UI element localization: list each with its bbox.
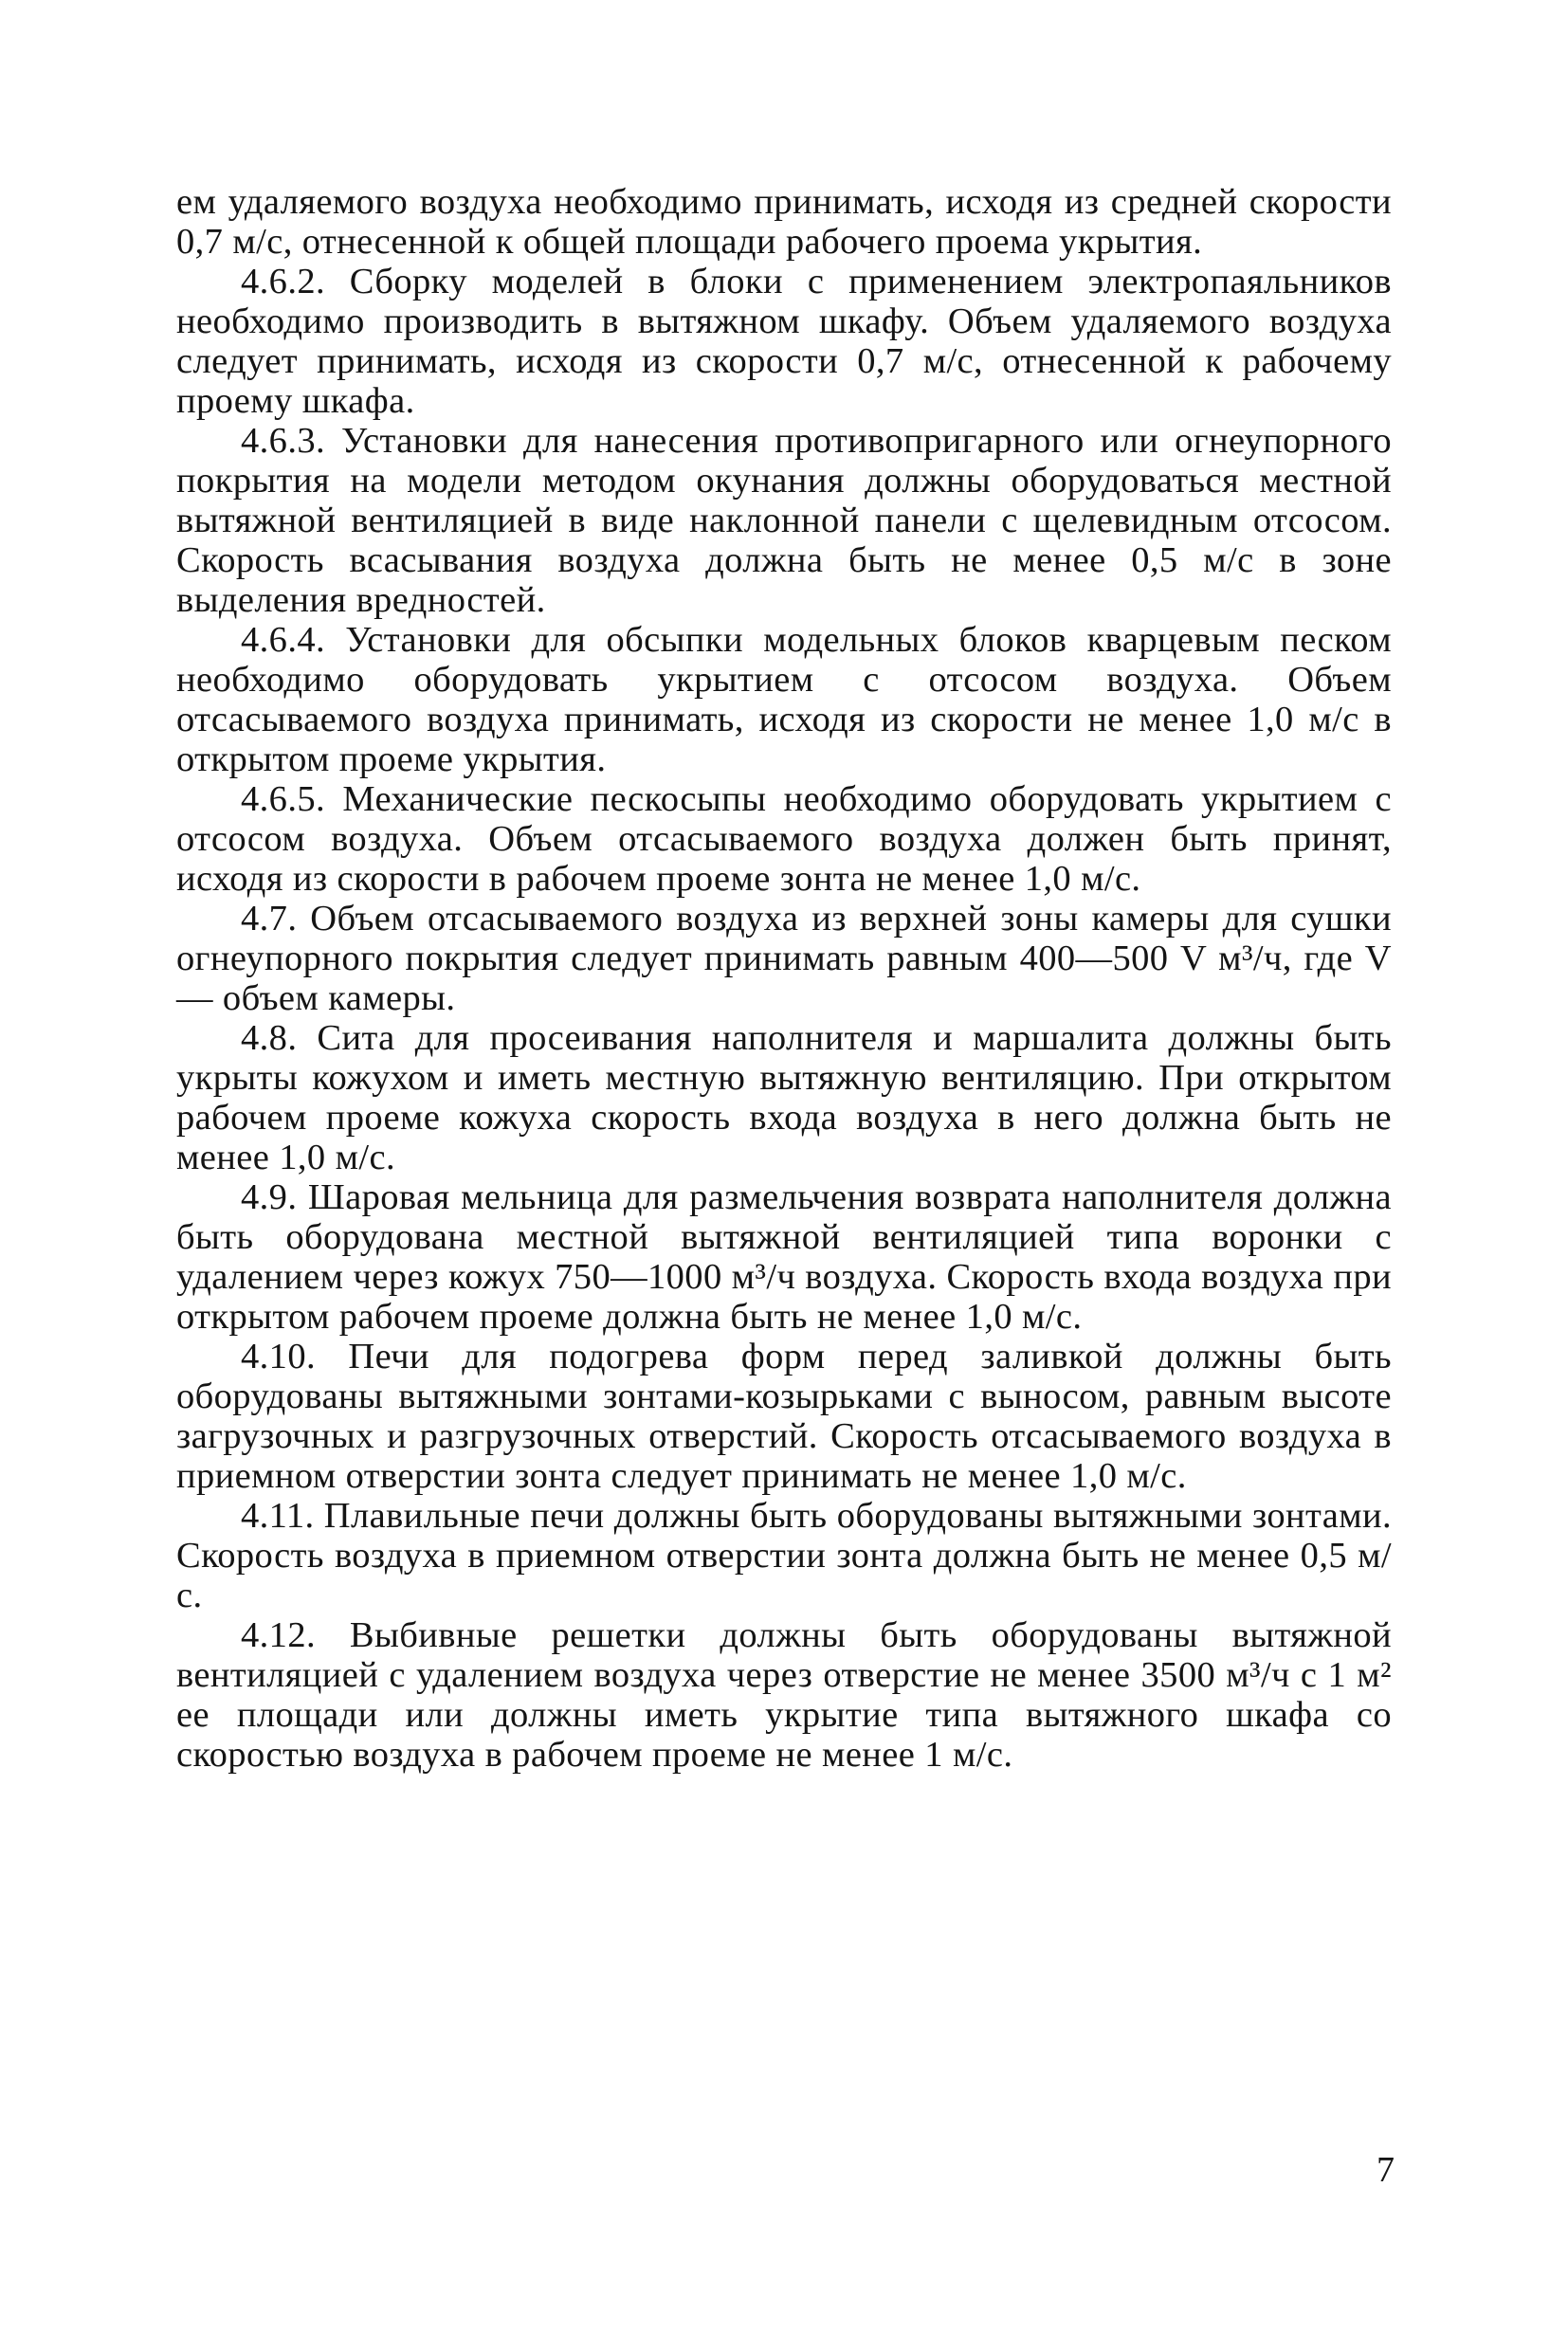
paragraph-4-6-4: 4.6.4. Установки для обсыпки модельных блоков кварцевым песком необходимо оборудовать укрытием с отсосом воздуха. Объем отсасываемого воздуха принимать, исходя из скорости не менее 1,0 м/с в открытом проеме укрытия. (176, 620, 1392, 779)
page-number: 7 (1377, 2150, 1395, 2190)
paragraph-4-6-2: 4.6.2. Сборку моделей в блоки с применением электропаяльников необходимо производить в вытяжном шкафу. Объем удаляемого воздуха следует принимать, исходя из скорости 0,7 м/с, отнесенной к рабочему проему шкафа. (176, 262, 1392, 421)
paragraph-continuation: ем удаляемого воздуха необходимо принимать, исходя из средней скорости 0,7 м/с, отнесенной к общей площади рабочего проема укрытия. (176, 182, 1392, 262)
paragraph-4-9: 4.9. Шаровая мельница для размельчения возврата наполнителя должна быть оборудована местной вытяжной вентиляцией типа воронки с удалением через кожух 750—1000 м³/ч воздуха. Скорость входа воздуха при открытом рабочем проеме должна быть не менее 1,0 м/с. (176, 1177, 1392, 1337)
paragraph-4-6-3: 4.6.3. Установки для нанесения противопригарного или огнеупорного покрытия на модели методом окунания должны оборудоваться местной вытяжной вентиляцией в виде наклонной панели с щелевидным отсосом. Скорость всасывания воздуха должна быть не менее 0,5 м/с в зоне выделения вредностей. (176, 421, 1392, 620)
paragraph-4-7: 4.7. Объем отсасываемого воздуха из верхней зоны камеры для сушки огнеупорного покрытия следует принимать равным 400—500 V м³/ч, где V — объем камеры. (176, 899, 1392, 1018)
paragraph-4-6-5: 4.6.5. Механические пескосыпы необходимо оборудовать укрытием с отсосом воздуха. Объем отсасываемого воздуха должен быть принят, исходя из скорости в рабочем проеме зонта не менее 1,0 м/с. (176, 779, 1392, 899)
paragraph-4-8: 4.8. Сита для просеивания наполнителя и маршалита должны быть укрыты кожухом и иметь местную вытяжную вентиляцию. При открытом рабочем проеме кожуха скорость входа воздуха в него должна быть не менее 1,0 м/с. (176, 1018, 1392, 1177)
paragraph-4-11: 4.11. Плавильные печи должны быть оборудованы вытяжными зонтами. Скорость воздуха в приемном отверстии зонта должна быть не менее 0,5 м/с. (176, 1496, 1392, 1615)
paragraph-4-10: 4.10. Печи для подогрева форм перед заливкой должны быть оборудованы вытяжными зонтами-козырьками с выносом, равным высоте загрузочных и разгрузочных отверстий. Скорость отсасываемого воздуха в приемном отверстии зонта следует принимать не менее 1,0 м/с. (176, 1337, 1392, 1496)
document-body (176, 182, 1392, 1775)
paragraph-4-12: 4.12. Выбивные решетки должны быть оборудованы вытяжной вентиляцией с удалением воздуха через отверстие не менее 3500 м³/ч с 1 м² ее площади или должны иметь укрытие типа вытяжного шкафа со скоростью воздуха в рабочем проеме не менее 1 м/с. (176, 1615, 1392, 1775)
